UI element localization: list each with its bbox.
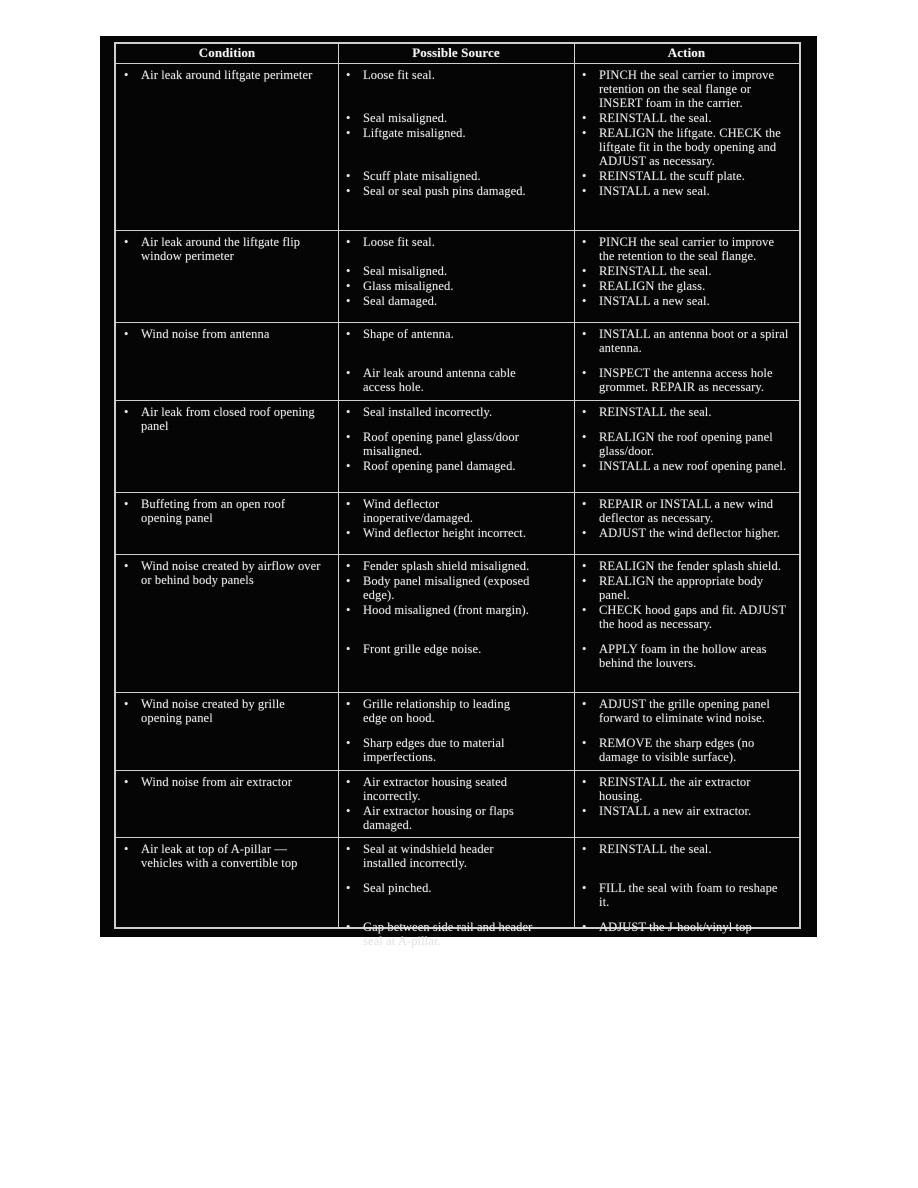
condition-cell (116, 775, 338, 833)
column-header-action: Action (667, 45, 706, 60)
source-action-pairs (338, 68, 799, 226)
action-item (581, 736, 789, 764)
action-cell (574, 775, 799, 804)
bullet-icon: • (582, 327, 587, 341)
bullet-icon: • (346, 126, 351, 140)
bullet-icon: • (582, 184, 587, 198)
source-action-pairs (338, 405, 799, 488)
source-item (345, 526, 566, 540)
action-cell (574, 235, 799, 264)
bullet-icon: • (346, 736, 351, 750)
source-cell (338, 356, 574, 395)
source-item-text: Wind deflector height incorrect. (363, 526, 527, 540)
bullet-icon: • (346, 574, 351, 588)
action-item-text: INSTALL a new air extractor. (599, 804, 752, 818)
source-item-text: Roof opening panel damaged. (363, 459, 516, 473)
action-cell (574, 264, 799, 279)
source-item (345, 697, 566, 725)
action-item-text: REALIGN the roof opening panel glass/door. (599, 430, 773, 458)
bullet-icon: • (582, 405, 587, 419)
condition-item-text: Air leak around the liftgate flip window perimeter (141, 235, 301, 263)
source-item (345, 279, 566, 293)
source-item (345, 603, 566, 617)
action-cell (574, 184, 799, 199)
bullet-icon: • (582, 804, 587, 818)
bullet-icon: • (346, 881, 351, 895)
action-item-text: REMOVE the sharp edges (no damage to visible surface). (599, 736, 755, 764)
bullet-icon: • (582, 126, 587, 140)
action-item-text: PINCH the seal carrier to improve retention on the seal flange or INSERT foam in the carrier. (599, 68, 775, 110)
table-row (116, 692, 799, 770)
action-cell (574, 632, 799, 671)
bullet-icon: • (346, 642, 351, 656)
action-item (581, 603, 789, 631)
source-item (345, 842, 566, 870)
action-item (581, 526, 789, 540)
source-item (345, 459, 566, 473)
action-item-text: REINSTALL the seal. (599, 405, 712, 419)
condition-item (123, 235, 328, 263)
condition-item (123, 775, 328, 789)
condition-item (123, 68, 328, 82)
bullet-icon: • (124, 559, 129, 573)
source-cell (338, 405, 574, 420)
bullet-icon: • (346, 327, 351, 341)
condition-cell (116, 68, 338, 226)
column-divider-1 (338, 44, 339, 927)
action-cell (574, 726, 799, 765)
condition-cell (116, 235, 338, 318)
source-cell (338, 603, 574, 632)
source-item-text: Sharp edges due to material imperfections. (363, 736, 505, 764)
source-cell (338, 126, 574, 169)
source-action-pairs (338, 235, 799, 318)
action-item (581, 574, 789, 602)
source-cell (338, 526, 574, 541)
action-item-text: REINSTALL the seal. (599, 264, 712, 278)
bullet-icon: • (346, 405, 351, 419)
condition-item-text: Air leak around liftgate perimeter (141, 68, 313, 82)
source-item (345, 775, 566, 803)
source-cell (338, 804, 574, 833)
bullet-icon: • (582, 920, 587, 934)
table-header-row (116, 44, 799, 64)
bullet-icon: • (582, 279, 587, 293)
source-cell (338, 459, 574, 474)
source-item-text: Scuff plate misaligned. (363, 169, 481, 183)
action-item-text: INSTALL an antenna boot or a spiral antenna. (599, 327, 789, 355)
source-item-text: Seal or seal push pins damaged. (363, 184, 526, 198)
bullet-icon: • (346, 775, 351, 789)
action-item (581, 697, 789, 725)
action-cell (574, 420, 799, 459)
action-item (581, 264, 789, 278)
condition-cell (116, 405, 338, 488)
source-cell (338, 264, 574, 279)
action-item (581, 881, 789, 909)
action-item (581, 279, 789, 293)
condition-item (123, 559, 328, 587)
source-cell (338, 169, 574, 184)
source-item (345, 497, 566, 525)
condition-cell (116, 697, 338, 766)
source-action-pairs (338, 497, 799, 550)
table-row (116, 230, 799, 322)
source-action-pairs (338, 559, 799, 688)
source-cell (338, 420, 574, 459)
action-item-text: REINSTALL the seal. (599, 842, 712, 856)
source-item-text: Grille relationship to leading edge on hood. (363, 697, 511, 725)
action-item (581, 126, 789, 168)
action-cell (574, 910, 799, 949)
condition-item-text: Air leak from closed roof opening panel (141, 405, 315, 433)
column-divider-2 (574, 44, 575, 927)
source-item-text: Loose fit seal. (363, 235, 435, 249)
condition-cell (116, 327, 338, 396)
action-item (581, 459, 789, 473)
source-cell (338, 775, 574, 804)
action-item-text: INSTALL a new seal. (599, 184, 710, 198)
table-row (116, 770, 799, 837)
bullet-icon: • (346, 235, 351, 249)
source-item (345, 736, 566, 764)
bullet-icon: • (582, 736, 587, 750)
action-item-text: PINCH the seal carrier to improve the retention to the seal flange. (599, 235, 775, 263)
scanned-table-region (100, 36, 817, 948)
bullet-icon: • (582, 497, 587, 511)
action-item (581, 642, 789, 670)
source-item-text: Seal at windshield header installed incorrectly. (363, 842, 494, 870)
bullet-icon: • (582, 264, 587, 278)
source-item (345, 294, 566, 308)
action-item-text: INSPECT the antenna access hole grommet. REPAIR as necessary. (599, 366, 773, 394)
bullet-icon: • (124, 842, 129, 856)
bullet-icon: • (582, 842, 587, 856)
bullet-icon: • (346, 430, 351, 444)
source-item-text: Seal misaligned. (363, 111, 448, 125)
bullet-icon: • (124, 68, 129, 82)
source-item (345, 405, 566, 419)
table-body (116, 64, 799, 953)
source-item (345, 68, 566, 82)
source-action-pairs (338, 842, 799, 949)
action-cell (574, 111, 799, 126)
bullet-icon: • (346, 68, 351, 82)
source-item (345, 169, 566, 183)
action-cell (574, 697, 799, 726)
source-cell (338, 294, 574, 309)
action-cell (574, 405, 799, 420)
action-item-text: FILL the seal with foam to reshape it. (599, 881, 778, 909)
condition-item (123, 842, 328, 870)
table-row (116, 554, 799, 692)
source-item-text: Front grille edge noise. (363, 642, 482, 656)
action-item-text: REALIGN the liftgate. CHECK the liftgate fit in the body opening and ADJUST as necessary. (599, 126, 781, 168)
source-item-text: Liftgate misaligned. (363, 126, 466, 140)
action-item (581, 68, 789, 110)
condition-item (123, 697, 328, 725)
action-item (581, 366, 789, 394)
bullet-icon: • (124, 405, 129, 419)
bullet-icon: • (124, 697, 129, 711)
condition-item (123, 327, 328, 341)
action-item (581, 804, 789, 818)
condition-item-text: Wind noise from antenna (141, 327, 270, 341)
source-cell (338, 632, 574, 671)
bullet-icon: • (346, 264, 351, 278)
source-item-text: Wind deflector inoperative/damaged. (363, 497, 473, 525)
bullet-icon: • (346, 842, 351, 856)
action-cell (574, 871, 799, 910)
bullet-icon: • (582, 430, 587, 444)
bullet-icon: • (582, 574, 587, 588)
bullet-icon: • (582, 697, 587, 711)
action-cell (574, 804, 799, 833)
condition-item-text: Buffeting from an open roof opening panel (141, 497, 286, 525)
source-cell (338, 697, 574, 726)
bullet-icon: • (346, 459, 351, 473)
source-cell (338, 574, 574, 603)
bullet-icon: • (582, 881, 587, 895)
source-item-text: Hood misaligned (front margin). (363, 603, 530, 617)
bullet-icon: • (582, 459, 587, 473)
source-item-text: Shape of antenna. (363, 327, 454, 341)
action-cell (574, 294, 799, 309)
source-item (345, 327, 566, 341)
bullet-icon: • (582, 603, 587, 617)
action-item (581, 430, 789, 458)
bullet-icon: • (124, 235, 129, 249)
bullet-icon: • (346, 603, 351, 617)
bullet-icon: • (582, 642, 587, 656)
source-cell (338, 327, 574, 356)
action-item-text: ADJUST the wind deflector higher. (599, 526, 781, 540)
condition-cell (116, 497, 338, 550)
action-item-text: INSTALL a new seal. (599, 294, 710, 308)
action-item-text: REALIGN the appropriate body panel. (599, 574, 764, 602)
source-item-text: Seal installed incorrectly. (363, 405, 493, 419)
table-row (116, 322, 799, 400)
action-cell (574, 327, 799, 356)
action-item-text: ADJUST the J-hook/vinyl top (599, 920, 752, 934)
source-item (345, 235, 566, 249)
bullet-icon: • (582, 111, 587, 125)
source-item-text: Seal pinched. (363, 881, 432, 895)
source-cell (338, 235, 574, 264)
action-cell (574, 497, 799, 526)
source-item (345, 184, 566, 198)
action-item-text: REALIGN the glass. (599, 279, 706, 293)
action-item-text: REPAIR or INSTALL a new wind deflector as necessary. (599, 497, 774, 525)
source-item (345, 264, 566, 278)
bullet-icon: • (346, 366, 351, 380)
action-item-text: ADJUST the grille opening panel forward to eliminate wind noise. (599, 697, 770, 725)
action-cell (574, 526, 799, 541)
action-cell (574, 574, 799, 603)
source-action-pairs (338, 697, 799, 766)
table-row (116, 64, 799, 230)
action-item (581, 169, 789, 183)
action-item (581, 294, 789, 308)
action-item-text: REALIGN the fender splash shield. (599, 559, 782, 573)
bullet-icon: • (582, 294, 587, 308)
source-item-text: Body panel misaligned (exposed edge). (363, 574, 530, 602)
source-item (345, 574, 566, 602)
action-cell (574, 459, 799, 474)
action-item-text: INSTALL a new roof opening panel. (599, 459, 787, 473)
source-item-text: Air extractor housing or flaps damaged. (363, 804, 514, 832)
bullet-icon: • (582, 775, 587, 789)
action-item (581, 235, 789, 263)
source-item (345, 642, 566, 656)
action-item (581, 405, 789, 419)
action-item (581, 775, 789, 803)
action-item-text: REINSTALL the seal. (599, 111, 712, 125)
source-cell (338, 871, 574, 910)
bullet-icon: • (124, 497, 129, 511)
action-item-text: CHECK hood gaps and fit. ADJUST the hood as necessary. (599, 603, 786, 631)
source-item (345, 111, 566, 125)
action-item (581, 327, 789, 355)
condition-item (123, 497, 328, 525)
action-cell (574, 842, 799, 871)
bullet-icon: • (582, 169, 587, 183)
source-item-text: Glass misaligned. (363, 279, 454, 293)
column-header-condition: Condition (198, 45, 256, 60)
condition-item-text: Wind noise created by grille opening panel (141, 697, 285, 725)
bullet-icon: • (346, 184, 351, 198)
action-cell (574, 169, 799, 184)
source-cell (338, 68, 574, 111)
bullet-icon: • (124, 775, 129, 789)
source-item-text: Air extractor housing seated incorrectly. (363, 775, 508, 803)
bullet-icon: • (346, 497, 351, 511)
action-item-text: REINSTALL the air extractor housing. (599, 775, 751, 803)
condition-cell (116, 559, 338, 688)
bullet-icon: • (582, 526, 587, 540)
source-item (345, 804, 566, 832)
table-row (116, 400, 799, 492)
action-cell (574, 356, 799, 395)
table-row (116, 837, 799, 953)
action-cell (574, 126, 799, 169)
source-item-text: Seal misaligned. (363, 264, 448, 278)
source-item (345, 366, 566, 394)
bullet-icon: • (582, 366, 587, 380)
source-item (345, 881, 566, 895)
source-item-text: Roof opening panel glass/door misaligned. (363, 430, 520, 458)
bullet-icon: • (346, 697, 351, 711)
column-header-possible-source: Possible Source (412, 45, 500, 60)
action-item-text: APPLY foam in the hollow areas behind the louvers. (599, 642, 767, 670)
source-action-pairs (338, 327, 799, 396)
source-cell (338, 279, 574, 294)
bullet-icon: • (346, 804, 351, 818)
action-cell (574, 603, 799, 632)
source-item (345, 430, 566, 458)
source-item (345, 126, 566, 140)
source-item-text: Gap between side rail and header seal at A-pillar. (363, 920, 533, 948)
bullet-icon: • (582, 68, 587, 82)
source-cell (338, 910, 574, 949)
source-cell (338, 559, 574, 574)
table-row (116, 492, 799, 554)
source-action-pairs (338, 775, 799, 833)
action-item (581, 184, 789, 198)
action-item (581, 920, 789, 934)
condition-item-text: Wind noise created by airflow over or behind body panels (141, 559, 321, 587)
action-item (581, 559, 789, 573)
source-cell (338, 184, 574, 199)
bullet-icon: • (346, 279, 351, 293)
action-cell (574, 68, 799, 111)
source-item-text: Air leak around antenna cable access hole. (363, 366, 516, 394)
source-item-text: Loose fit seal. (363, 68, 435, 82)
action-item (581, 842, 789, 856)
action-item-text: REINSTALL the scuff plate. (599, 169, 746, 183)
condition-item-text: Wind noise from air extractor (141, 775, 292, 789)
action-cell (574, 279, 799, 294)
action-item (581, 497, 789, 525)
action-cell (574, 559, 799, 574)
bullet-icon: • (582, 235, 587, 249)
wind-noise-diagnosis-table (114, 42, 801, 948)
condition-cell (116, 842, 338, 949)
source-item (345, 920, 566, 948)
bullet-icon: • (582, 559, 587, 573)
source-item-text: Fender splash shield misaligned. (363, 559, 530, 573)
source-cell (338, 842, 574, 871)
source-cell (338, 497, 574, 526)
bullet-icon: • (346, 526, 351, 540)
bullet-icon: • (124, 327, 129, 341)
source-item (345, 559, 566, 573)
source-cell (338, 726, 574, 765)
bullet-icon: • (346, 920, 351, 934)
bullet-icon: • (346, 169, 351, 183)
condition-item (123, 405, 328, 433)
source-item-text: Seal damaged. (363, 294, 438, 308)
source-cell (338, 111, 574, 126)
condition-item-text: Air leak at top of A-pillar — vehicles with a convertible top (141, 842, 298, 870)
bullet-icon: • (346, 111, 351, 125)
bullet-icon: • (346, 294, 351, 308)
bullet-icon: • (346, 559, 351, 573)
action-item (581, 111, 789, 125)
